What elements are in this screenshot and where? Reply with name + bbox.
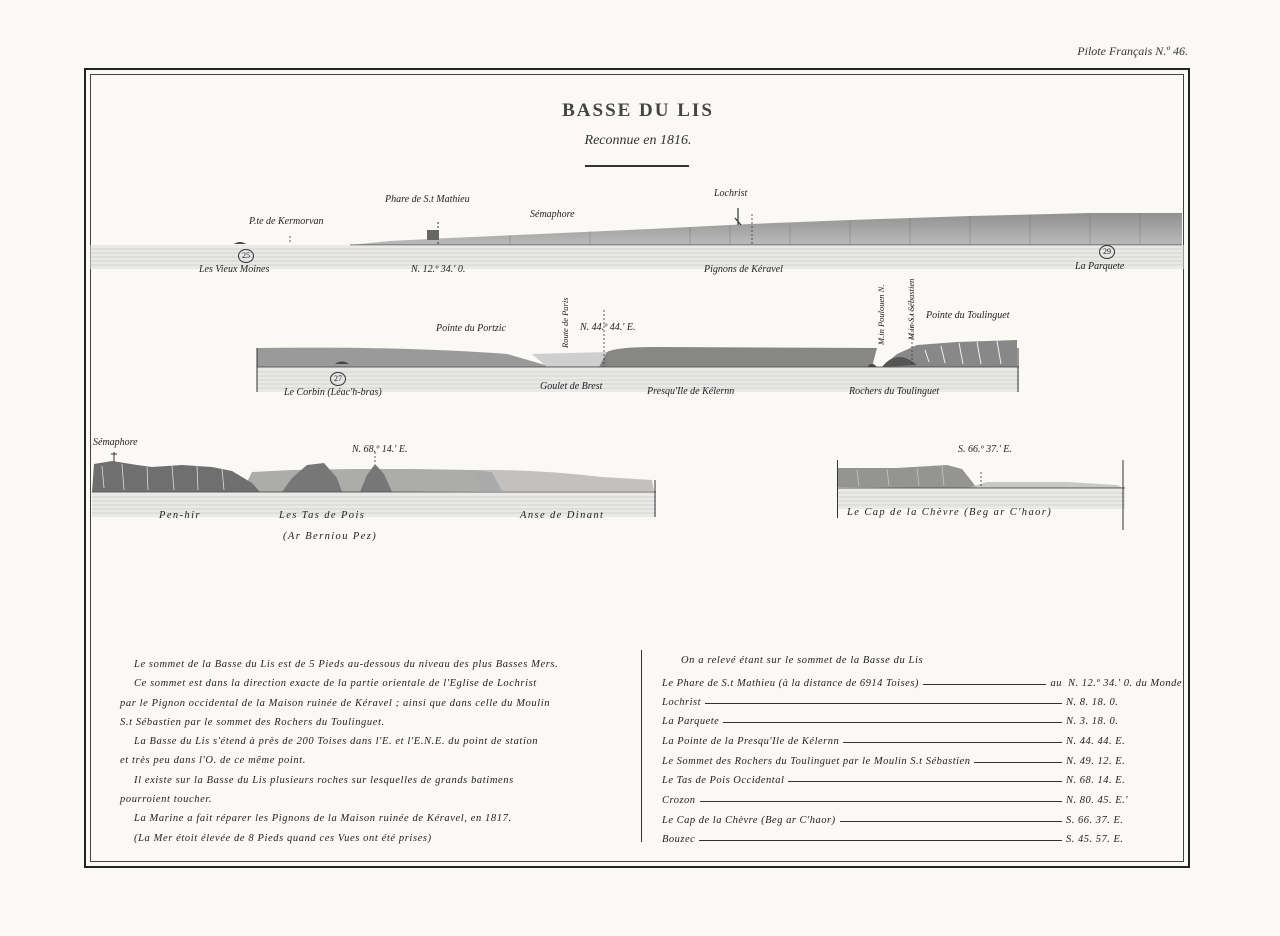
bearings-heading: On a relevé étant sur le sommet de la Basse du Lis (681, 655, 924, 666)
sounding-circle-25: 25 (238, 249, 254, 263)
bearing-name: La Parquete (662, 716, 720, 727)
leader-line (974, 762, 1062, 763)
notes-paragraph (120, 655, 634, 848)
title-rule (585, 165, 689, 167)
note-line: La Marine a fait réparer les Pignons de la Maison ruinée de Kéravel, en 1817. (134, 813, 512, 825)
label-route-paris: Route de Paris (560, 297, 570, 348)
label-semaphore-3: Sémaphore (93, 437, 138, 448)
bearing-row (662, 787, 1182, 806)
page-subtitle: Reconnue en 1816. (584, 133, 692, 148)
bearing-value: S. 45. 57. E. (1066, 834, 1124, 845)
page-title: BASSE DU LIS (562, 100, 714, 121)
label-penhir: Pen-hir (159, 510, 201, 521)
label-kermorvan: P.te de Kermorvan (249, 216, 324, 227)
label-ar-berniou-pez: (Ar Berniou Pez) (283, 531, 378, 542)
label-bearing-3: N. 68.º 14.' E. (352, 444, 408, 455)
note-line: La Basse du Lis s'étend à près de 200 Toises dans l'E. et l'E.N.E. du point de station (134, 736, 539, 748)
column-divider (641, 650, 642, 842)
bearing-name: Bouzec (662, 834, 696, 845)
label-semaphore-1: Sémaphore (530, 209, 575, 220)
label-moulin-poulouen: M.in Poulouen N. (876, 284, 886, 345)
note-line: pourroient toucher. (120, 794, 213, 806)
bearing-row (662, 767, 1182, 786)
leader-line (843, 742, 1062, 743)
note-line: S.t Sébastien par le sommet des Rochers du Toulinguet. (120, 716, 385, 728)
bearing-name: Le Tas de Pois Occidental (662, 775, 785, 786)
bearing-name: Le Cap de la Chèvre (Beg ar C'haor) (662, 815, 836, 826)
bearing-row (662, 670, 1182, 689)
bearing-row (662, 807, 1182, 826)
note-line: Il existe sur la Basse du Lis plusieurs roches sur lesquelles de grands batimens (134, 774, 514, 786)
coastal-view-1-drawing (90, 200, 1184, 270)
label-moulin-sebastien: M.in S.t Sébastien (906, 278, 916, 340)
bearing-name: Crozon (662, 795, 696, 806)
note-line: par le Pignon occidental de la Maison ruinée de Kéravel ; ainsi que dans celle du Moulin (120, 697, 551, 709)
plate-series-label: Pilote Français N.º 46. (1077, 44, 1188, 58)
note-line: et très peu dans l'O. de ce même point. (120, 755, 307, 767)
leader-line (705, 703, 1062, 704)
sounding-circle-29: 29 (1099, 245, 1115, 259)
note-line: Le sommet de la Basse du Lis est de 5 Pieds au-dessous du niveau des plus Basses Mers. (134, 659, 559, 670)
bearing-value: N. 44. 44. E. (1066, 736, 1126, 747)
bearing-row (662, 708, 1182, 727)
leader-line (840, 821, 1062, 822)
bearing-value: N. 80. 45. E.' (1066, 795, 1129, 806)
bearing-value: N. 3. 18. 0. (1066, 716, 1119, 727)
note-line: Ce sommet est dans la direction exacte de la partie orientale de l'Eglise de Lochrist (134, 678, 537, 690)
bearing-value: S. 66. 37. E. (1066, 815, 1124, 826)
label-phare-mathieu: Phare de S.t Mathieu (385, 194, 470, 205)
bearing-name: La Pointe de la Presqu'Ile de Kélernn (662, 736, 840, 747)
bearing-value: N. 12.º 34.' 0. du Monde (1067, 678, 1182, 689)
leader-line (723, 722, 1062, 723)
label-bearing-1: N. 12.º 34.' 0. (411, 264, 466, 275)
label-vieux-moines: Les Vieux Moines (199, 264, 270, 275)
label-goulet-brest: Goulet de Brest (540, 381, 603, 392)
leader-line (923, 684, 1047, 685)
label-rochers-toulinguet: Rochers du Toulinguet (849, 386, 940, 397)
label-tas-de-pois: Les Tas de Pois (279, 510, 366, 521)
bearing-row (662, 689, 1182, 708)
bearing-row (662, 748, 1182, 767)
label-bearing-2: N. 44.º 44.' E. (580, 322, 636, 333)
label-pignons-keravel: Pignons de Kéravel (704, 264, 783, 275)
label-anse-dinant: Anse de Dinant (520, 510, 605, 521)
leader-line (700, 801, 1062, 802)
label-pointe-toulinguet: Pointe du Toulinguet (926, 310, 1010, 321)
bearing-value: N. 49. 12. E. (1066, 756, 1126, 767)
bearing-mid: au (1050, 678, 1062, 689)
bearing-value: N. 8. 18. 0. (1066, 697, 1119, 708)
bearing-name: Lochrist (662, 697, 702, 708)
label-cap-chevre: Le Cap de la Chèvre (Beg ar C'haor) (847, 507, 1053, 518)
label-parquete: La Parquete (1075, 261, 1125, 272)
leader-line (788, 781, 1062, 782)
bearing-name: Le Phare de S.t Mathieu (à la distance de 6914 Toises) (662, 678, 919, 689)
coastal-view-2-drawing (257, 328, 1019, 392)
sounding-circle-27: 27 (330, 372, 346, 386)
label-kelernn: Presqu'Ile de Kélernn (647, 386, 735, 397)
bearing-value: N. 68. 14. E. (1066, 775, 1126, 786)
leader-line (699, 840, 1062, 841)
label-lochrist: Lochrist (714, 188, 748, 199)
label-portzic: Pointe du Portzic (436, 323, 506, 334)
label-corbin: Le Corbin (Léac'h-bras) (284, 387, 382, 398)
label-bearing-4: S. 66.º 37.' E. (958, 444, 1012, 455)
bearing-name: Le Sommet des Rochers du Toulinguet par le Moulin S.t Sébastien (662, 756, 971, 767)
bearing-row (662, 728, 1182, 747)
bearing-row (662, 826, 1182, 845)
note-line: (La Mer étoit élevée de 8 Pieds quand ces Vues ont été prises) (134, 832, 432, 844)
coastal-view-4-drawing (837, 460, 1125, 532)
